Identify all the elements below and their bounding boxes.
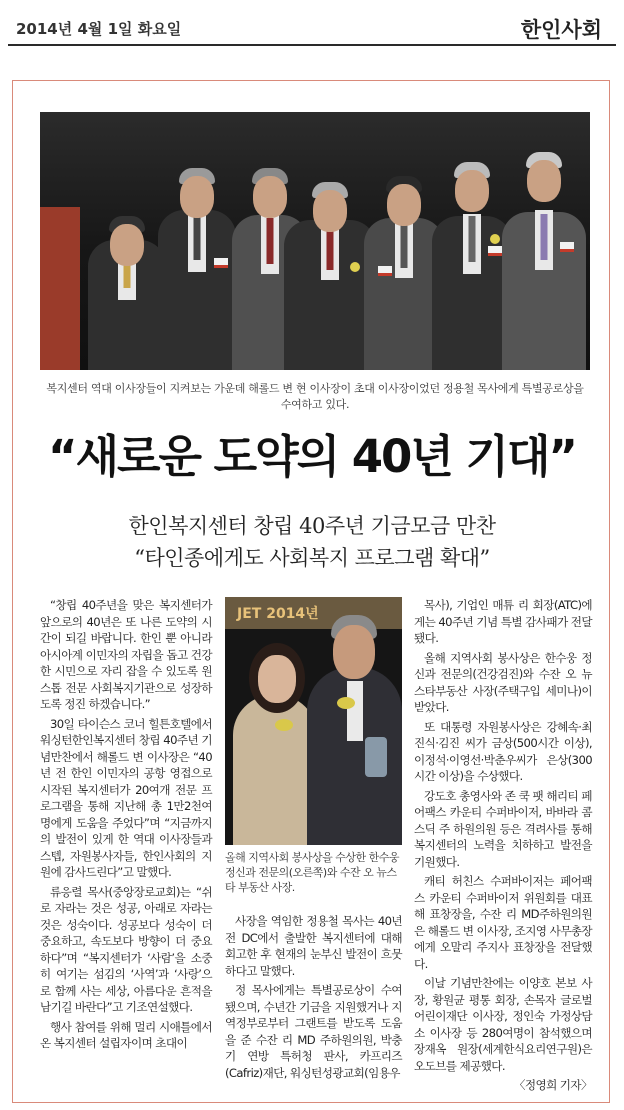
headline: “새로운 도약의 40년 기대” xyxy=(47,430,576,483)
inset-photo xyxy=(225,597,402,845)
paragraph: 또 대통령 자원봉사상은 강혜속·최진식·김진 씨가 금상(500시간 이상), 이정석·이영선·박춘우씨가 은상(300시간 이상)을 수상했다. xyxy=(414,719,592,783)
main-photo xyxy=(40,112,590,370)
masthead xyxy=(8,6,616,46)
paragraph: “창립 40주년을 맞은 복지센터가 앞으로의 40년은 또 나른 도약의 시간이 되길 바랍니다. 한인 뿐 아니라 아시아계 이민자의 자립을 돕고 건강한 시민으로 자리 잡을 수 있도록 원스톱 전문 사회복지기관으로 성장하도록 정진 하겠습니다.” xyxy=(40,598,212,711)
article-column-2 xyxy=(225,913,402,1084)
section-title: 한인사회 xyxy=(520,18,602,42)
paragraph: 이날 기념만찬에는 이양호 본보 사장, 황원균 평통 회장, 손목자 글로벌 어린이재단 이사장, 정인숙 가정상담소 이사장 등 280여명이 참석했으며 장재옥 원장(세계한식요리연구원)은 오도브를 제공했다. xyxy=(414,976,592,1073)
subheadline-line-2: “타인종에게도 사회복지 프로그램 확대” xyxy=(134,546,490,570)
paragraph: 올해 지역사회 봉사상은 한수웅 정신과 전문의(건강검진)와 수잔 오 뉴스타부동산 사장(주택구입 세미나)이 받았다. xyxy=(414,650,592,714)
banner-text: JET 2014년 xyxy=(237,606,319,622)
subheadline-line-1: 한인복지센터 창립 40주년 기금모금 만찬 xyxy=(128,514,496,538)
subheadline xyxy=(20,510,604,574)
award-plaque xyxy=(365,737,387,777)
paragraph: 캐티 허친스 수퍼바이저는 페어팩스 카운티 수퍼바이저 위원회를 대표해 표창장을, 수잔 리 MD주하원의원은 해롤드 변 이사장, 조지영 사무총장에게 오말리 주지사 표창장을 전달했다. xyxy=(414,874,592,971)
article-column-1 xyxy=(40,597,212,1055)
main-photo-caption: 복지센터 역대 이사장들이 지켜보는 가운데 해롤드 변 현 이사장이 초대 이사장이었던 정용철 목사에게 특별공로상을 수여하고 있다. xyxy=(46,382,584,411)
paragraph: 목사), 기업인 매튜 리 회장(ATC)에게는 40주년 기념 특별 감사패가 전달됐다. xyxy=(414,598,592,645)
paragraph: 류응렬 목사(중앙장로교회)는 “쉬로 자라는 것은 성공, 아래로 자라는 것은 성숙이다. 성공보다 성숙이 더 중요하고, 속도보다 방향이 더 중요하다”며 “복지센터가 ‘사람’을 소중히 여기는 섬김의 ‘사역’과 ‘사랑’으로 함께 사는 세상, 아름다운 흔적을 남기길 바란다”고 기조연설했다. xyxy=(40,884,212,1014)
paragraph: 행사 참여를 위해 멀리 시애틀에서 온 복지센터 설립자이며 초대이 xyxy=(40,1019,212,1050)
inset-photo-caption: 올해 지역사회 봉사상을 수상한 한수웅 정신과 전문의(오른쪽)와 수잔 오 뉴스타 부동산 사장. xyxy=(225,851,400,894)
article-column-3 xyxy=(414,597,592,1094)
paragraph: 정 목사에게는 특별공로상이 수여됐으며, 수년간 기금을 지원했거나 지역정부로부터 그랜트를 받도록 도움을 준 수잔 리 MD 주하원의원, 박충기 연방 특허청 판사, 카프리즈(Cafriz)재단, 워싱턴성광교회(임용우 xyxy=(225,983,402,1080)
paragraph: 사장을 역임한 정용철 목사는 40년 전 DC에서 출발한 복지센터에 대해 회고한 후 현재의 눈부신 발전이 흐뭇하다고 말했다. xyxy=(225,914,402,978)
issue-date: 2014년 4월 1일 화요일 xyxy=(16,20,182,38)
podium xyxy=(40,207,80,370)
paragraph: 강도호 총영사와 존 쿡 팻 해리티 페어팩스 카운티 수퍼바이저, 바바라 콤스딕 주 하원의원 등은 격려사를 통해 복지센터의 노력을 치하하고 발전을 기원했다. xyxy=(414,788,592,869)
paragraph: 30일 타이슨스 코너 힐튼호텔에서 워싱턴한인복지센터 창립 40주년 기념만찬에서 해롤드 변 이사장은 “40년 전 한인 이민자의 공항 영접으로 시작된 복지센터가 20여개 전문 프로그램을 통해 지난해 총 1만2천여 명에게 도움을 주었다”며 “지금까지의 발전이 있게 한 역대 이사장들과 스텝, 자원봉사자들, 한인사회의 지원에 감사드린다”고 말했다. xyxy=(40,716,212,879)
event-banner xyxy=(225,597,402,629)
byline: 〈정영희 기자〉 xyxy=(513,1078,592,1092)
